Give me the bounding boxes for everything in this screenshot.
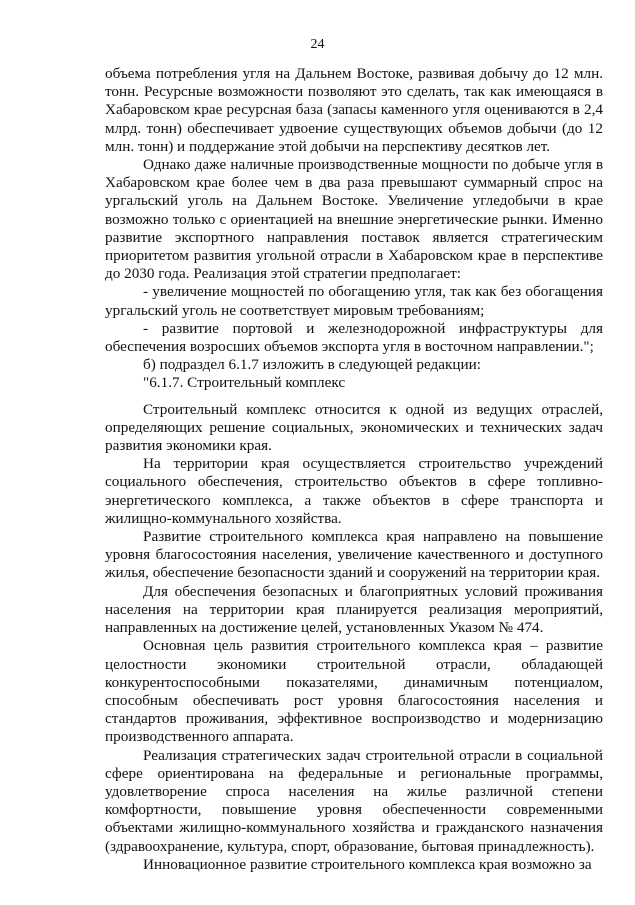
section-heading: "6.1.7. Строительный комплекс bbox=[143, 374, 346, 392]
page-number: 24 bbox=[310, 37, 325, 52]
paragraph-construction-complex: Строительный комплекс относится к одной из ведущих отраслей, определяющих решение социальных, экономических и технических задач развития экономики края. bbox=[105, 400, 603, 455]
list-item-enrichment: - увеличение мощностей по обогащению угля, так как без обогащения ургальский уголь не соответствует мировым требованиям; bbox=[105, 283, 603, 319]
document-body bbox=[105, 65, 603, 874]
paragraph-strategic-tasks: Реализация стратегических задач строительной отрасли в социальной сфере ориентирована на федеральные и региональные программы, удовлетворение спроса населения на жилье различной степени комфортности, повышение уровня обеспеченности современными объектами жилищно-коммунального хозяйства и гражданского назначения (здравоохранение, культура, спорт, образование, бытовая принадлежность). bbox=[105, 746, 603, 855]
paragraph-living-conditions: Для обеспечения безопасных и благоприятных условий проживания населения на территории края планируется реализация мероприятий, направленных на достижение целей, установленных Указом № 474. bbox=[105, 582, 603, 637]
list-item-infrastructure: - развитие портовой и железнодорожной инфраструктуры для обеспечения возросших объемов экспорта угля в восточном направлении."; bbox=[105, 319, 603, 356]
paragraph-production-capacity: Однако даже наличные производственные мощности по добыче угля в Хабаровском крае более чем в два раза превышают суммарный спрос на ургальский уголь на Дальнем Востоке. Увеличение угледобычи в крае возможно только с ориентацией на внешние энергетические рынки. Именно развитие экспортного направления поставок является стратегическим приоритетом развития угольной отрасли в Хабаровском крае в перспективе до 2030 года. Реализация этой стратегии предполагает: bbox=[105, 156, 603, 283]
paragraph-main-goal: Основная цель развития строительного комплекса края – развитие целостности экономики строительной отрасли, обладающей конкурентоспособными показателями, динамичным потенциалом, способным обеспечивать рост уровня благосостояния населения и стандартов проживания, эффективное воспроизводство и модернизацию производственного аппарата. bbox=[105, 637, 603, 746]
paragraph-coal-consumption: объема потребления угля на Дальнем Востоке, развивая добычу до 12 млн. тонн. Ресурсные возможности позволяют это сделать, так как имеющаяся в Хабаровском крае ресурсная база (запасы каменного угля оцениваются в 2,4 млрд. тонн) обеспечивает удвоение существующих объемов добычи (до 12 млн. тонн) и поддержание этой добычи на перспективу десятков лет. bbox=[105, 65, 603, 155]
paragraph-territory-construction: На территории края осуществляется строительство учреждений социального обеспечения, строительство объектов в сфере топливно-энергетического комплекса, а также объектов в сфере транспорта и жилищно-коммунального хозяйства. bbox=[105, 455, 603, 527]
paragraph-innovation: Инновационное развитие строительного комплекса края возможно за bbox=[143, 855, 592, 873]
paragraph-development-aims: Развитие строительного комплекса края направлено на повышение уровня благосостояния населения, увеличение качественного и доступного жилья, обеспечение безопасности зданий и сооружений на территории края. bbox=[105, 528, 603, 582]
paragraph-subsection-instruction: б) подраздел 6.1.7 изложить в следующей редакции: bbox=[143, 356, 482, 374]
